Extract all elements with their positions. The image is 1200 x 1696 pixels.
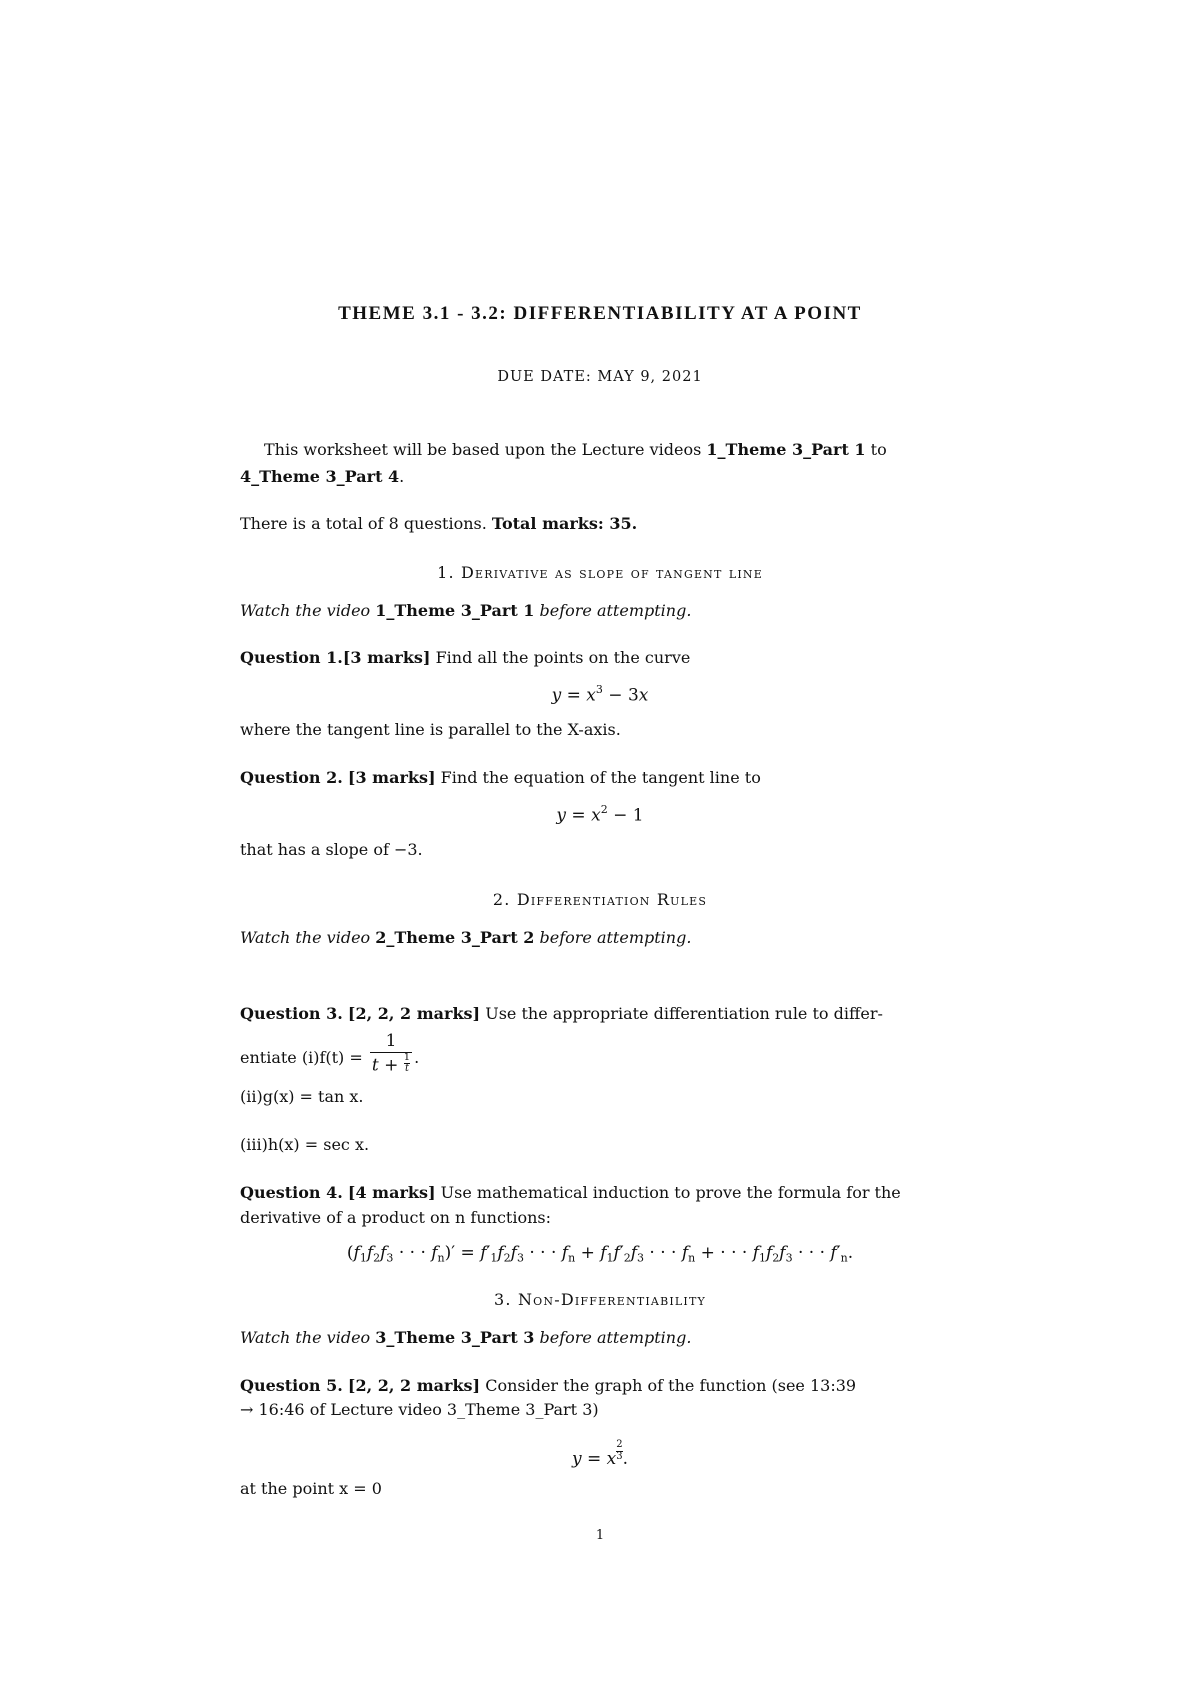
question-label: Question 4. xyxy=(240,1183,343,1202)
intro-line-2 xyxy=(240,467,404,486)
intro-video-end: 4_Theme 3_Part 4 xyxy=(240,467,400,486)
question-3-part-3: (iii)h(x) = sec x. xyxy=(240,1135,370,1154)
watch-video: 1_Theme 3_Part 1 xyxy=(375,601,535,620)
totals-line xyxy=(240,514,637,533)
question-label: Question 1. xyxy=(240,648,343,667)
question-5 xyxy=(240,1376,856,1395)
question-marks: [3 marks] xyxy=(347,768,436,787)
watch-video: 2_Theme 3_Part 2 xyxy=(375,928,535,947)
total-marks: Total marks: 35. xyxy=(491,514,638,533)
intro-period: . xyxy=(399,467,405,486)
question-3-part-2: (ii)g(x) = tan x. xyxy=(240,1087,364,1106)
intro-text-to: to xyxy=(865,440,887,459)
question-1 xyxy=(240,648,690,667)
question-text: Consider the graph of the function (see 13:39 xyxy=(480,1376,857,1395)
watch-video: 3_Theme 3_Part 3 xyxy=(375,1328,535,1347)
page-title: THEME 3.1 - 3.2: DIFFERENTIABILITY AT A POINT xyxy=(338,303,862,324)
question-text: Find the equation of the tangent line to xyxy=(435,768,761,787)
page-number: 1 xyxy=(595,1528,605,1543)
equation-q1: $y = x^3 - 3x$ xyxy=(551,683,649,706)
question-label: Question 3. xyxy=(240,1004,343,1023)
equation-q2: $y = x^2 - 1$ xyxy=(556,803,644,826)
question-marks: [3 marks] xyxy=(342,648,431,667)
question-text: Use the appropriate differentiation rule to differ- xyxy=(480,1004,883,1023)
question-3-part-1: entiate (i)f(t) = xyxy=(240,1048,363,1068)
watch-text: Watch the video xyxy=(240,601,376,620)
question-4 xyxy=(240,1183,901,1202)
totals-text: There is a total of 8 questions. xyxy=(240,514,492,533)
fraction-q3: 1 t + $\frac{1}{t}$ xyxy=(371,1031,411,1076)
section-heading-3: 3. Non-Differentiability xyxy=(494,1290,706,1309)
section-heading-1: 1. Derivative as slope of tangent line xyxy=(437,563,763,582)
watch-text: Watch the video xyxy=(240,928,376,947)
question-label: Question 2. xyxy=(240,768,343,787)
watch-suffix: before attempting. xyxy=(534,928,692,947)
intro-text: This worksheet will be based upon the Lecture videos xyxy=(264,440,707,459)
question-marks: [2, 2, 2 marks] xyxy=(347,1376,481,1395)
question-label: Question 5. xyxy=(240,1376,343,1395)
question-3-line-2: entiate (i)f(t) = 1 t + $\frac{1}{t}$ . xyxy=(240,1031,420,1076)
equation-q5: y = x $\frac{2}{3}$ . xyxy=(571,1439,629,1469)
question-4-line-2: derivative of a product on n functions: xyxy=(240,1208,551,1227)
question-1-after: where the tangent line is parallel to the X-axis. xyxy=(240,720,621,739)
due-date: DUE DATE: MAY 9, 2021 xyxy=(497,369,703,385)
intro-video-start: 1_Theme 3_Part 1 xyxy=(706,440,866,459)
watch-line-3 xyxy=(240,1328,691,1347)
question-text: Find all the points on the curve xyxy=(430,648,691,667)
question-5-line-2: → 16:46 of Lecture video 3_Theme 3_Part 3) xyxy=(240,1400,599,1419)
equation-q4: ($f_1f_2f_3$ · · · $f_n)' = f'_1f_2f_3$ · · · $f_n + f_1f'_2f_3$ · · · $f_n$ + · · · $f_1f_2f_3$ · · · $f'_n$. xyxy=(346,1243,854,1265)
question-2 xyxy=(240,768,761,787)
question-marks: [4 marks] xyxy=(347,1183,436,1202)
section-heading-2: 2. Differentiation Rules xyxy=(492,890,708,909)
watch-text: Watch the video xyxy=(240,1328,376,1347)
question-2-after: that has a slope of −3. xyxy=(240,840,423,859)
question-text: Use mathematical induction to prove the formula for the xyxy=(435,1183,901,1202)
question-5-after: at the point x = 0 xyxy=(240,1479,382,1498)
question-3 xyxy=(240,1004,883,1023)
intro-line-1 xyxy=(264,440,887,459)
watch-line-2 xyxy=(240,928,691,947)
watch-suffix: before attempting. xyxy=(534,601,692,620)
watch-line-1 xyxy=(240,601,691,620)
question-marks: [2, 2, 2 marks] xyxy=(347,1004,481,1023)
watch-suffix: before attempting. xyxy=(534,1328,692,1347)
